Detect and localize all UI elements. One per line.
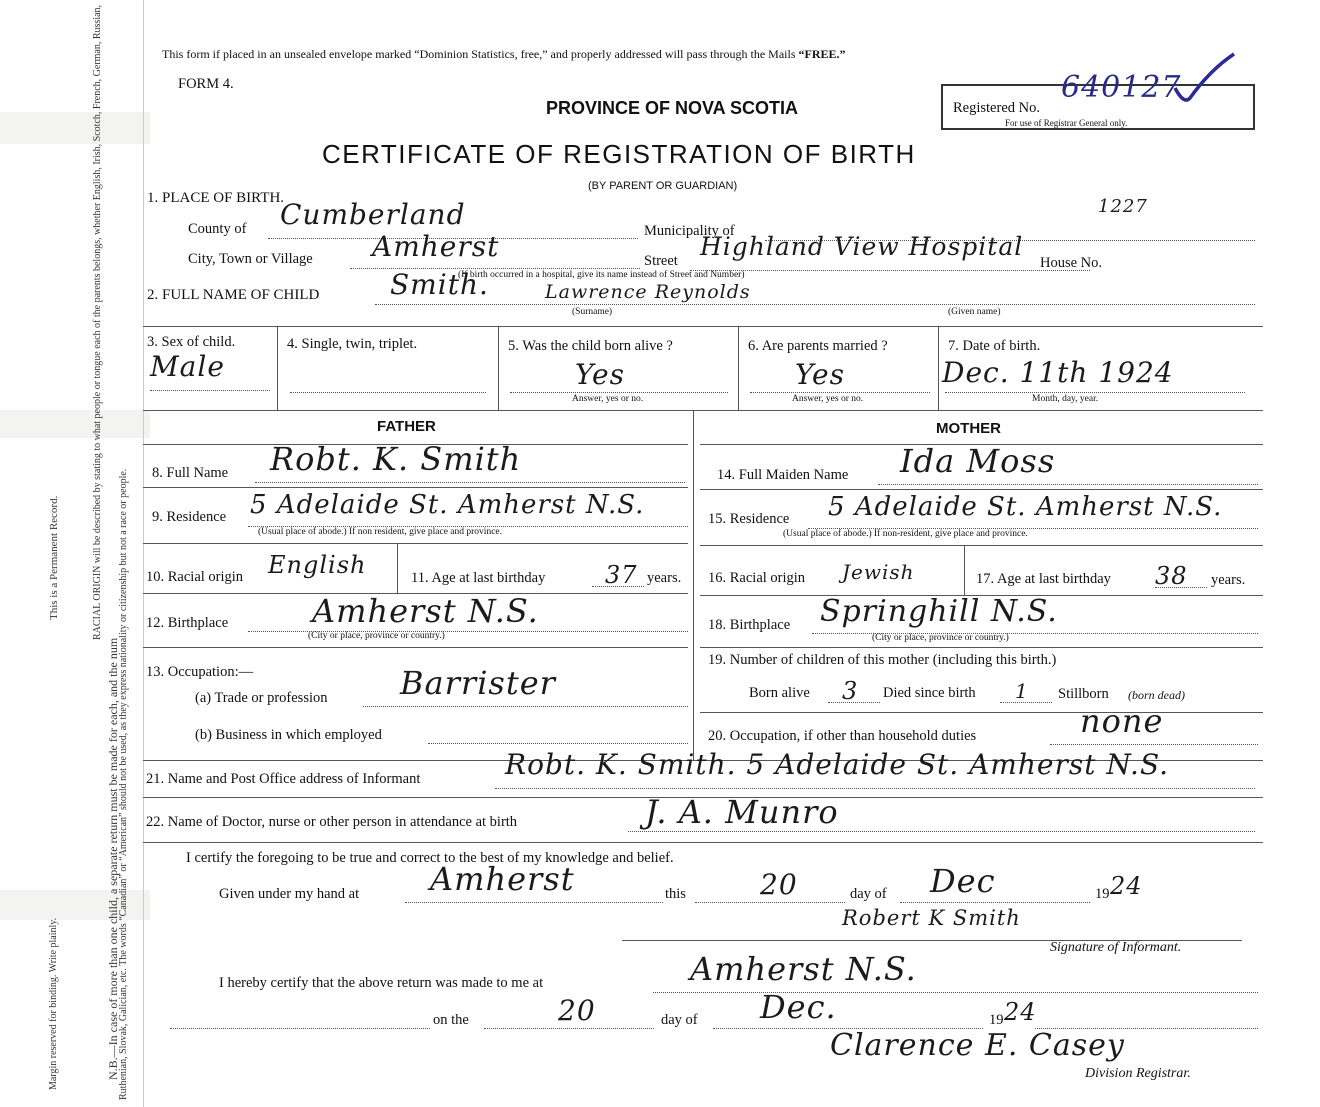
mother-name-value: Ida Moss bbox=[900, 442, 1056, 480]
dob-caption: Month, day, year. bbox=[1032, 394, 1099, 404]
certify-text: I certify the foregoing to be true and correct to the best of my knowledge and belief. bbox=[186, 850, 674, 866]
certify-day-value: 20 bbox=[760, 868, 798, 901]
certify-month-line bbox=[900, 902, 1090, 903]
row3-top-border bbox=[143, 326, 1263, 327]
city-label: City, Town or Village bbox=[188, 251, 313, 267]
registrar-day-value: 20 bbox=[558, 994, 596, 1027]
mother-residence-label: 15. Residence bbox=[708, 511, 790, 527]
margin-note-racial-3: Ruthenian, Slovak, Galician, etc. The words “Canadian” or “American” should not be used, as they express nationality or citizenship but not a race or people. bbox=[118, 468, 129, 1100]
mother-row15-top bbox=[700, 489, 1263, 490]
father-residence-caption: (Usual place of abode.) If non resident, give place and province. bbox=[258, 527, 502, 537]
sex-line bbox=[150, 390, 270, 391]
row3-bottom-border bbox=[143, 410, 1263, 411]
given-place-value: Amherst bbox=[430, 860, 575, 898]
mother-years-label: years. bbox=[1211, 572, 1246, 588]
child-name-line bbox=[375, 304, 1255, 305]
registration-note: For use of Registrar General only. bbox=[1005, 118, 1128, 128]
father-racial-value: English bbox=[268, 551, 367, 579]
mother-heading: MOTHER bbox=[936, 420, 1001, 437]
registrar-year-value: 24 bbox=[1004, 998, 1037, 1026]
mail-note-text: This form if placed in an unsealed envelope marked “Dominion Statistics, free,” and properly addressed will pass through the Mails bbox=[162, 47, 799, 61]
sex-label: 3. Sex of child. bbox=[147, 334, 236, 350]
mother-racial-value: Jewish bbox=[842, 560, 915, 584]
form-number: FORM 4. bbox=[178, 76, 234, 92]
born-alive-count-label: Born alive bbox=[749, 685, 810, 701]
father-row10-top bbox=[143, 543, 688, 544]
certify-this-label: this bbox=[665, 886, 686, 902]
registrar-on-the-label: on the bbox=[433, 1012, 469, 1028]
registrar-day-line bbox=[484, 1028, 654, 1029]
father-business-line bbox=[428, 743, 688, 744]
registrar-place-line bbox=[653, 992, 1258, 993]
father-birthplace-caption: (City or place, province or country.) bbox=[308, 631, 445, 641]
father-residence-value: 5 Adelaide St. Amherst N.S. bbox=[250, 490, 645, 520]
father-name-value: Robt. K. Smith bbox=[270, 440, 522, 478]
father-age-value: 37 bbox=[605, 561, 638, 589]
mother-name-line bbox=[878, 484, 1258, 485]
row3-divider-1 bbox=[277, 326, 278, 410]
mother-row16-top bbox=[700, 545, 1263, 546]
mother-residence-value: 5 Adelaide St. Amherst N.S. bbox=[828, 492, 1223, 522]
born-alive-count-value: 3 bbox=[842, 677, 859, 705]
father-trade-value: Barrister bbox=[400, 664, 556, 702]
registrar-day-of-label: day of bbox=[661, 1012, 698, 1028]
county-label: County of bbox=[188, 221, 247, 237]
house-label: House No. bbox=[1040, 255, 1103, 271]
margin-permanent-record: This is a Permanent Record. bbox=[48, 495, 60, 620]
informant-signature: Robert K Smith bbox=[842, 906, 1021, 930]
row3-divider-2 bbox=[498, 326, 499, 410]
registrar-year-prefix: 19 bbox=[989, 1012, 1004, 1028]
mother-row16-divider bbox=[964, 545, 965, 595]
mother-children-label: 19. Number of children of this mother (including this birth.) bbox=[708, 652, 1057, 668]
county-value: Cumberland bbox=[280, 198, 466, 231]
mother-row20-top bbox=[700, 712, 1263, 713]
child-name-label: 2. FULL NAME OF CHILD bbox=[147, 287, 320, 303]
father-trade-label: (a) Trade or profession bbox=[195, 690, 328, 706]
place-of-birth-label: 1. PLACE OF BIRTH. bbox=[147, 190, 285, 206]
doctor-label: 22. Name of Doctor, nurse or other person in attendance at birth bbox=[146, 814, 518, 830]
mother-residence-caption: (Usual place of abode.) If non-resident, give place and province. bbox=[783, 529, 1028, 539]
mail-note bbox=[162, 47, 846, 62]
registrar-signature-caption: Division Registrar. bbox=[1085, 1066, 1191, 1081]
mother-birthplace-label: 18. Birthplace bbox=[708, 617, 791, 633]
single-twin-label: 4. Single, twin, triplet. bbox=[287, 336, 418, 352]
street-line bbox=[690, 270, 1090, 271]
certificate-title: CERTIFICATE OF REGISTRATION OF BIRTH bbox=[322, 139, 916, 169]
father-residence-label: 9. Residence bbox=[152, 509, 227, 525]
father-birthplace-label: 12. Birthplace bbox=[146, 615, 229, 631]
married-caption: Answer, yes or no. bbox=[792, 394, 864, 404]
informant-line bbox=[495, 788, 1255, 789]
married-value: Yes bbox=[795, 358, 845, 391]
informant-signature-caption: Signature of Informant. bbox=[1050, 940, 1182, 955]
hospital-note: (If birth occurred in a hospital, give its name instead of Street and Number) bbox=[458, 270, 745, 280]
died-value: 1 bbox=[1015, 679, 1029, 703]
father-row13-top bbox=[143, 647, 688, 648]
registrar-signature: Clarence E. Casey bbox=[830, 1028, 1125, 1063]
registrar-place-value: Amherst N.S. bbox=[690, 950, 917, 988]
row22-bottom bbox=[143, 842, 1263, 843]
mother-occupation-line bbox=[1050, 744, 1258, 745]
mother-age-label: 17. Age at last birthday bbox=[976, 571, 1111, 587]
margin-border bbox=[143, 0, 144, 1107]
stillborn-label: Stillborn bbox=[1058, 686, 1109, 702]
informant-value: Robt. K. Smith. 5 Adelaide St. Amherst N.S. bbox=[505, 748, 1170, 781]
father-business-label: (b) Business in which employed bbox=[195, 727, 382, 743]
registration-label: Registered No. bbox=[953, 100, 1040, 116]
father-years-label: years. bbox=[647, 570, 682, 586]
mother-occupation-label: 20. Occupation, if other than household duties bbox=[708, 728, 977, 744]
row3-divider-3 bbox=[738, 326, 739, 410]
certify-year-value: 24 bbox=[1110, 872, 1143, 900]
doctor-value: J. A. Munro bbox=[645, 793, 839, 831]
certify-month-value: Dec bbox=[930, 862, 996, 900]
given-place-line bbox=[405, 902, 663, 903]
certify-day-line bbox=[695, 902, 845, 903]
registrar-lead-line bbox=[170, 1028, 430, 1029]
child-surname: Smith. bbox=[390, 268, 489, 301]
father-row10-divider bbox=[397, 543, 398, 593]
sex-value: Male bbox=[150, 350, 225, 383]
doctor-line bbox=[628, 831, 1255, 832]
father-name-label: 8. Full Name bbox=[152, 465, 229, 481]
born-alive-value: Yes bbox=[575, 358, 625, 391]
mother-name-label: 14. Full Maiden Name bbox=[717, 467, 849, 483]
certificate-subtitle: (BY PARENT OR GUARDIAN) bbox=[588, 180, 738, 192]
informant-label: 21. Name and Post Office address of Informant bbox=[146, 771, 421, 787]
column-divider bbox=[693, 410, 694, 760]
stillborn-note: (born dead) bbox=[1128, 688, 1185, 702]
mother-birthplace-caption: (City or place, province or country.) bbox=[872, 633, 1009, 643]
born-alive-line bbox=[510, 392, 728, 393]
father-heading: FATHER bbox=[377, 418, 436, 435]
tape-strip-middle bbox=[0, 410, 150, 438]
city-value: Amherst bbox=[372, 230, 500, 263]
given-under-label: Given under my hand at bbox=[219, 886, 360, 902]
father-name-line bbox=[255, 482, 685, 483]
married-label: 6. Are parents married ? bbox=[748, 338, 888, 354]
father-occupation-label: 13. Occupation:— bbox=[146, 664, 254, 680]
certify-year-prefix: 19 bbox=[1095, 886, 1110, 902]
father-racial-label: 10. Racial origin bbox=[146, 569, 244, 585]
municipality-label: Municipality of bbox=[644, 223, 735, 239]
mother-age-value: 38 bbox=[1155, 562, 1188, 590]
surname-caption: (Surname) bbox=[572, 307, 613, 317]
province-heading: PROVINCE OF NOVA SCOTIA bbox=[546, 98, 799, 118]
father-row9-top bbox=[143, 487, 688, 488]
father-trade-line bbox=[363, 706, 688, 707]
born-alive-caption: Answer, yes or no. bbox=[572, 394, 644, 404]
corner-mark: 1227 bbox=[1098, 196, 1148, 217]
street-value: Highland View Hospital bbox=[700, 232, 1024, 261]
registrar-month-value: Dec. bbox=[760, 988, 837, 1026]
street-label: Street bbox=[644, 253, 678, 269]
registrar-text: I hereby certify that the above return was made to me at bbox=[219, 975, 544, 991]
married-line bbox=[750, 392, 930, 393]
mail-note-free: “FREE.” bbox=[798, 47, 846, 61]
born-alive-label: 5. Was the child born alive ? bbox=[508, 338, 673, 354]
certify-day-of-label: day of bbox=[850, 886, 887, 902]
tape-strip-top bbox=[0, 112, 150, 144]
father-birthplace-value: Amherst N.S. bbox=[312, 592, 539, 630]
mother-racial-label: 16. Racial origin bbox=[708, 570, 806, 586]
dob-label: 7. Date of birth. bbox=[948, 338, 1041, 354]
registration-number: 640127 bbox=[1061, 70, 1182, 105]
father-age-label: 11. Age at last birthday bbox=[411, 570, 546, 586]
mother-row19-top bbox=[700, 647, 1263, 648]
dob-line bbox=[945, 392, 1245, 393]
margin-note-racial-2: RACIAL ORIGIN will be described by stating to what people or tongue each of the parents belongs, whether English, Irish, Scotch, French, German, Russian, bbox=[92, 4, 103, 640]
margin-reserved: Margin reserved for binding. Write plainly. bbox=[48, 917, 59, 1090]
check-mark-icon bbox=[1170, 50, 1240, 110]
mother-occupation-value: none bbox=[1080, 702, 1164, 740]
given-name-caption: (Given name) bbox=[948, 307, 1001, 317]
row3-divider-4 bbox=[938, 326, 939, 410]
dob-value: Dec. 11th 1924 bbox=[942, 356, 1174, 389]
margin-note-racial-1: N.B.—In case of more than one child, a separate return must be made for each, and the num bbox=[106, 637, 120, 1080]
mother-birthplace-value: Springhill N.S. bbox=[820, 594, 1058, 629]
died-label: Died since birth bbox=[883, 685, 976, 701]
child-given-name: Lawrence Reynolds bbox=[545, 281, 751, 303]
single-twin-line bbox=[290, 392, 486, 393]
